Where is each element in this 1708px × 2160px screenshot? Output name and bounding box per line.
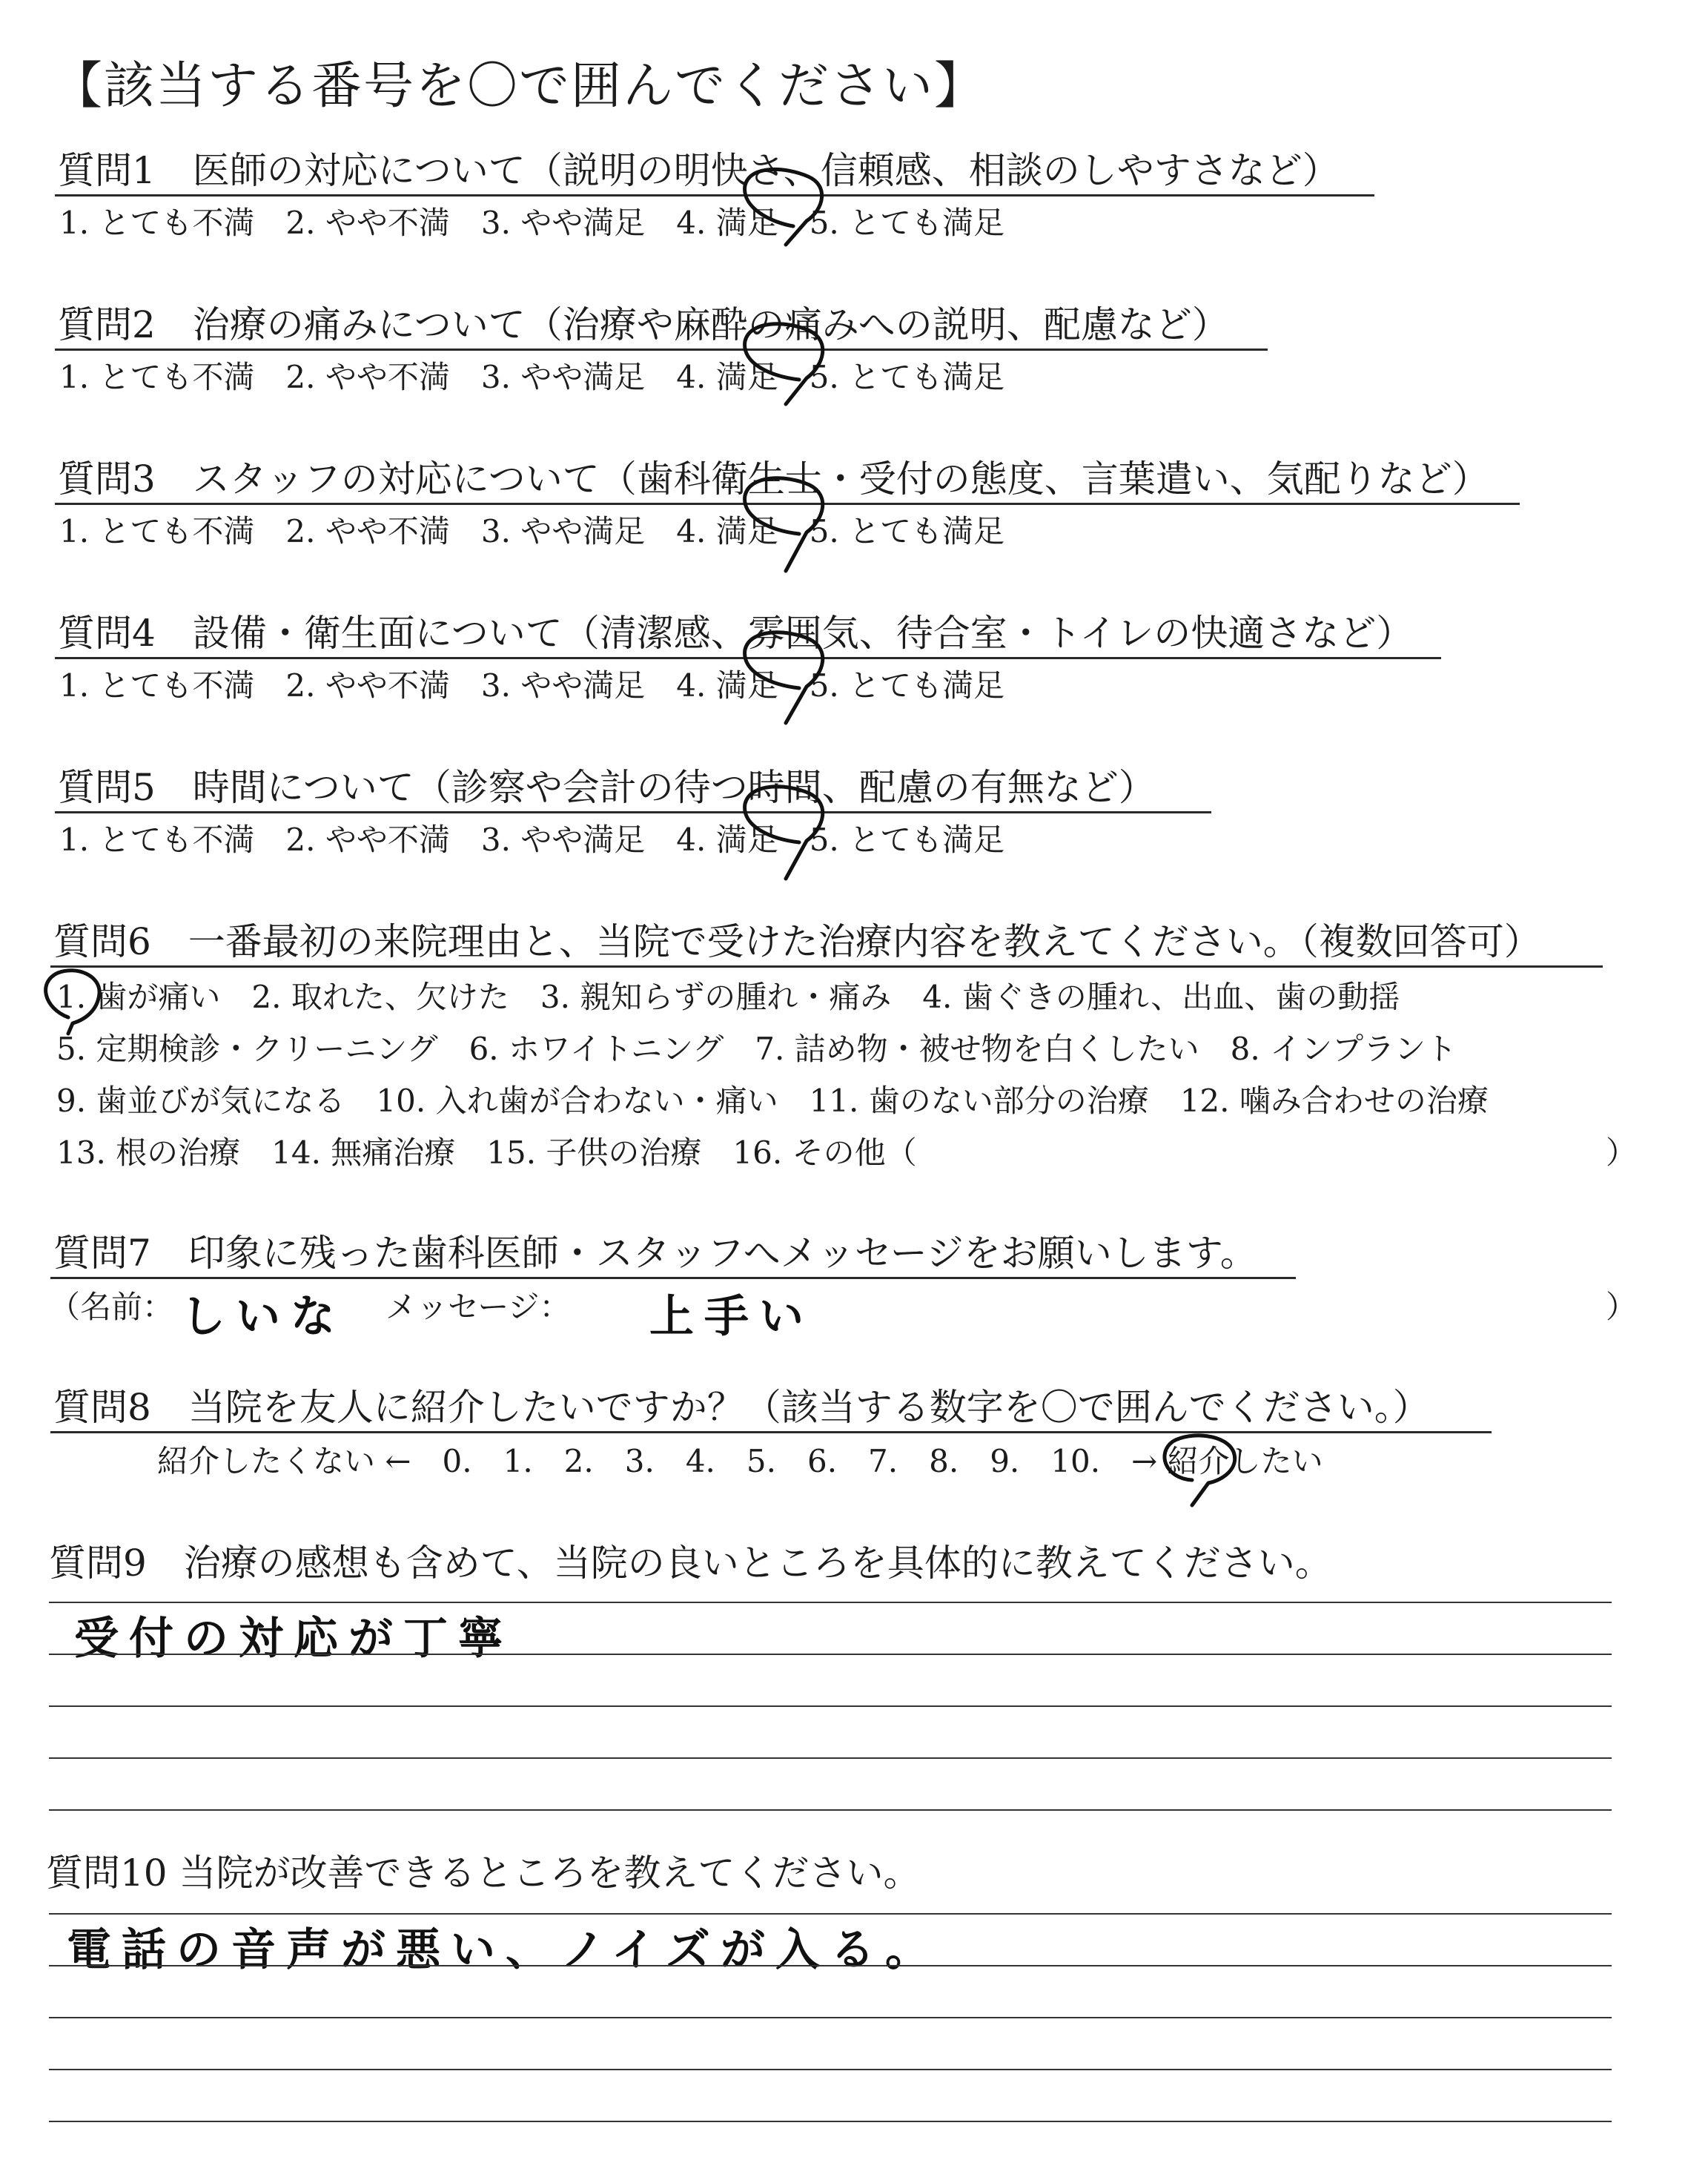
page-title: 【該当する番号を〇で囲んでください】: [52, 57, 987, 116]
question-7-message-label: メッセージ：: [385, 1289, 571, 1325]
question-10-answer[interactable]: 電話の音声が悪い、ノイズが入る。: [67, 1924, 940, 1976]
question-9-answer[interactable]: 受付の対応が丁寧: [74, 1613, 513, 1665]
question-4-label: 質問4 設備・衛生面について（清潔感、雰囲気、待合室・トイレの快適さなど）: [58, 612, 1414, 655]
question-6-options-row-1[interactable]: 1. 歯が痛い 2. 取れた、欠けた 3. 親知らずの腫れ・痛み 4. 歯ぐきの腫れ、出血、歯の動揺: [56, 979, 1400, 1015]
question-5-label: 質問5 時間について（診察や会計の待つ時間、配慮の有無など）: [58, 766, 1156, 809]
question-1-options[interactable]: 1. とても不満 2. やや不満 3. やや満足 4. 満足 5. とても満足: [59, 205, 1005, 241]
question-9-label: 質問9 治療の感想も含めて、当院の良いところを具体的に教えてください。: [49, 1542, 1332, 1585]
q2-answer-circle: [745, 324, 823, 404]
question-6-other-close: ）: [1606, 1135, 1638, 1171]
question-7-name-value[interactable]: しいな: [181, 1291, 345, 1343]
question-7-label: 質問7 印象に残った歯科医師・スタッフへメッセージをお願いします。: [53, 1232, 1257, 1275]
question-6-options-row-4[interactable]: 13. 根の治療 14. 無痛治療 15. 子供の治療 16. その他（: [56, 1135, 917, 1171]
question-10-label: 質問10 当院が改善できるところを教えてください。: [46, 1852, 921, 1895]
question-3-options[interactable]: 1. とても不満 2. やや不満 3. やや満足 4. 満足 5. とても満足: [59, 513, 1005, 549]
question-1-label: 質問1 医師の対応について（説明の明快さ、信頼感、相談のしやすさなど）: [58, 149, 1340, 192]
question-7-name-label: （名前：: [49, 1289, 174, 1325]
question-4-options[interactable]: 1. とても不満 2. やや不満 3. やや満足 4. 満足 5. とても満足: [59, 667, 1005, 704]
question-3-label: 質問3 スタッフの対応について（歯科衛生士・受付の態度、言葉遣い、気配りなど）: [58, 458, 1489, 501]
q1-answer-circle: [745, 169, 822, 245]
q4-answer-circle: [745, 633, 823, 723]
question-6-options-row-3[interactable]: 9. 歯並びが気になる 10. 入れ歯が合わない・痛い 11. 歯のない部分の治療 12. 噛み合わせの治療: [56, 1083, 1489, 1119]
q8-answer-circle: [1165, 1436, 1235, 1505]
question-2-options[interactable]: 1. とても不満 2. やや不満 3. やや満足 4. 満足 5. とても満足: [59, 359, 1005, 395]
q3-answer-circle: [745, 478, 823, 571]
question-6-options-row-2[interactable]: 5. 定期検診・クリーニング 6. ホワイトニング 7. 詰め物・被せ物を白くしたい 8. インプラント: [56, 1031, 1457, 1067]
q6-answer-circle: [46, 971, 99, 1034]
question-7-close: ）: [1606, 1289, 1638, 1325]
question-8-label: 質問8 当院を友人に紹介したいですか？（該当する数字を〇で囲んでください。）: [53, 1386, 1430, 1429]
question-8-scale[interactable]: 紹介したくない ← 0. 1. 2. 3. 4. 5. 6. 7. 8. 9. 10. → 紹介したい: [157, 1443, 1323, 1479]
question-5-options[interactable]: 1. とても不満 2. やや不満 3. やや満足 4. 満足 5. とても満足: [59, 822, 1005, 858]
question-2-label: 質問2 治療の痛みについて（治療や麻酔の痛みへの説明、配慮など）: [58, 303, 1229, 346]
q5-answer-circle: [745, 787, 823, 879]
question-6-label: 質問6 一番最初の来院理由と、当院で受けた治療内容を教えてください。（複数回答可）: [53, 920, 1541, 963]
question-7-message-value[interactable]: 上手い: [649, 1291, 814, 1343]
